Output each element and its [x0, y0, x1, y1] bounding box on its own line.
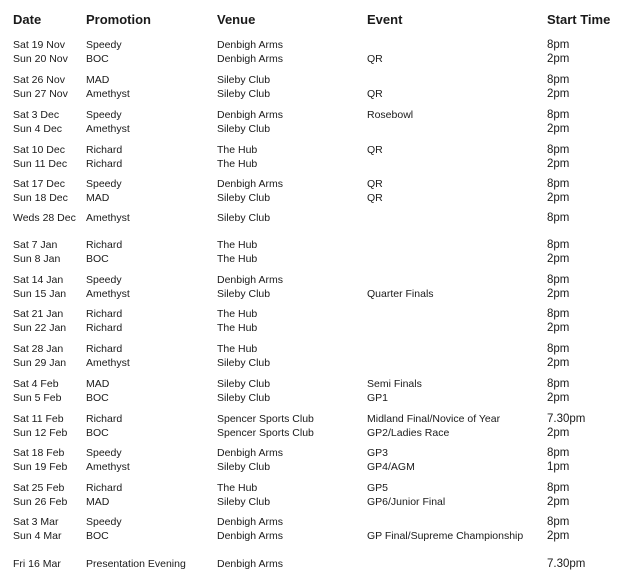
row-promotion: BOC — [86, 253, 109, 265]
row-date: Weds 28 Dec — [13, 212, 76, 224]
row-date: Sun 4 Mar — [13, 530, 62, 542]
row-start-time: 8pm — [547, 212, 570, 224]
row-event: Quarter Finals — [367, 288, 434, 300]
row-start-time: 2pm — [547, 88, 570, 100]
row-venue: Denbigh Arms — [217, 447, 283, 459]
row-venue: Sileby Club — [217, 496, 271, 508]
row-promotion: Richard — [86, 308, 123, 320]
row-promotion: Richard — [86, 239, 123, 251]
row-event: Rosebowl — [367, 109, 414, 121]
row-event: QR — [367, 53, 383, 65]
row-start-time: 8pm — [547, 308, 570, 320]
row-promotion: MAD — [86, 496, 110, 508]
row-venue: Sileby Club — [217, 212, 271, 224]
row-event: GP5 — [367, 482, 389, 494]
row-event: GP2/Ladies Race — [367, 427, 450, 439]
row-event: Semi Finals — [367, 378, 422, 390]
row-date: Sun 26 Feb — [13, 496, 68, 508]
row-promotion: Amethyst — [86, 88, 130, 100]
row-venue: Sileby Club — [217, 288, 271, 300]
row-promotion: Richard — [86, 413, 123, 425]
row-start-time: 8pm — [547, 447, 570, 459]
row-venue: Sileby Club — [217, 74, 271, 86]
row-date: Sat 10 Dec — [13, 144, 65, 156]
row-promotion: MAD — [86, 192, 110, 204]
row-date: Sat 3 Mar — [13, 516, 59, 528]
row-date: Sat 3 Dec — [13, 109, 60, 121]
row-venue: Sileby Club — [217, 192, 271, 204]
row-start-time: 2pm — [547, 158, 570, 170]
row-event: GP3 — [367, 447, 389, 459]
row-date: Sat 17 Dec — [13, 178, 65, 190]
row-event: GP4/AGM — [367, 461, 415, 473]
row-promotion: Amethyst — [86, 357, 130, 369]
row-venue: The Hub — [217, 239, 258, 251]
row-start-time: 2pm — [547, 253, 570, 265]
row-date: Sat 19 Nov — [13, 39, 65, 51]
row-event: GP Final/Supreme Championship — [367, 530, 524, 542]
row-start-time: 8pm — [547, 343, 570, 355]
row-promotion: Speedy — [86, 178, 122, 190]
row-start-time: 8pm — [547, 516, 570, 528]
row-date: Sun 18 Dec — [13, 192, 68, 204]
row-event: QR — [367, 144, 383, 156]
row-promotion: Richard — [86, 144, 123, 156]
row-date: Sat 18 Feb — [13, 447, 65, 459]
row-venue: The Hub — [217, 158, 258, 170]
row-date: Sun 11 Dec — [13, 158, 68, 170]
row-promotion: Richard — [86, 343, 123, 355]
row-date: Sat 7 Jan — [13, 239, 58, 251]
header-date: Date — [13, 12, 42, 27]
row-venue: Sileby Club — [217, 357, 271, 369]
row-promotion: BOC — [86, 53, 109, 65]
row-venue: Denbigh Arms — [217, 53, 283, 65]
row-event: Midland Final/Novice of Year — [367, 413, 501, 425]
row-start-time: 2pm — [547, 496, 570, 508]
row-event: GP6/Junior Final — [367, 496, 446, 508]
row-promotion: BOC — [86, 427, 109, 439]
row-venue: The Hub — [217, 308, 258, 320]
row-date: Sun 29 Jan — [13, 357, 67, 369]
row-date: Sat 21 Jan — [13, 308, 64, 320]
row-venue: Spencer Sports Club — [217, 427, 314, 439]
row-start-time: 8pm — [547, 239, 570, 251]
row-start-time: 2pm — [547, 392, 570, 404]
row-venue: The Hub — [217, 253, 258, 265]
row-promotion: MAD — [86, 378, 110, 390]
header-venue: Venue — [217, 12, 256, 27]
row-promotion: MAD — [86, 74, 110, 86]
row-start-time: 8pm — [547, 39, 570, 51]
row-promotion: BOC — [86, 392, 109, 404]
row-venue: Sileby Club — [217, 88, 271, 100]
row-date: Sun 8 Jan — [13, 253, 61, 265]
row-date: Sat 25 Feb — [13, 482, 65, 494]
row-venue: Denbigh Arms — [217, 558, 283, 570]
row-venue: The Hub — [217, 343, 258, 355]
header-event: Event — [367, 12, 403, 27]
header-promotion: Promotion — [86, 12, 151, 27]
row-start-time: 2pm — [547, 192, 570, 204]
row-venue: Denbigh Arms — [217, 274, 283, 286]
row-start-time: 2pm — [547, 53, 570, 65]
row-date: Sun 19 Feb — [13, 461, 68, 473]
row-event: QR — [367, 88, 383, 100]
row-date: Sat 14 Jan — [13, 274, 64, 286]
row-start-time: 1pm — [547, 461, 570, 473]
row-venue: Spencer Sports Club — [217, 413, 314, 425]
row-venue: Sileby Club — [217, 378, 271, 390]
row-promotion: Amethyst — [86, 461, 130, 473]
row-venue: The Hub — [217, 322, 258, 334]
row-promotion: Richard — [86, 322, 123, 334]
row-start-time: 2pm — [547, 427, 570, 439]
row-venue: Denbigh Arms — [217, 530, 283, 542]
row-start-time: 8pm — [547, 178, 570, 190]
row-date: Fri 16 Mar — [13, 558, 61, 570]
row-venue: The Hub — [217, 144, 258, 156]
row-venue: Denbigh Arms — [217, 39, 283, 51]
row-event: QR — [367, 178, 383, 190]
row-date: Sun 5 Feb — [13, 392, 62, 404]
row-venue: Denbigh Arms — [217, 109, 283, 121]
row-promotion: Speedy — [86, 39, 122, 51]
header-start-time: Start Time — [547, 12, 611, 27]
row-date: Sun 27 Nov — [13, 88, 68, 100]
row-venue: Denbigh Arms — [217, 178, 283, 190]
row-date: Sun 4 Dec — [13, 123, 63, 135]
row-promotion: Amethyst — [86, 123, 130, 135]
row-date: Sun 15 Jan — [13, 288, 67, 300]
row-date: Sun 20 Nov — [13, 53, 68, 65]
row-start-time: 2pm — [547, 530, 570, 542]
row-start-time: 2pm — [547, 123, 570, 135]
row-start-time: 2pm — [547, 357, 570, 369]
row-venue: Sileby Club — [217, 392, 271, 404]
row-promotion: Speedy — [86, 274, 122, 286]
row-promotion: Speedy — [86, 516, 122, 528]
row-venue: Sileby Club — [217, 461, 271, 473]
row-date: Sun 22 Jan — [13, 322, 67, 334]
row-start-time: 2pm — [547, 288, 570, 300]
row-event: QR — [367, 192, 383, 204]
row-start-time: 8pm — [547, 109, 570, 121]
row-promotion: Amethyst — [86, 212, 130, 224]
row-event: GP1 — [367, 392, 389, 404]
row-start-time: 7.30pm — [547, 413, 586, 425]
row-start-time: 8pm — [547, 144, 570, 156]
row-start-time: 7.30pm — [547, 558, 586, 570]
row-start-time: 8pm — [547, 482, 570, 494]
row-start-time: 8pm — [547, 74, 570, 86]
row-promotion: BOC — [86, 530, 109, 542]
row-date: Sat 11 Feb — [13, 413, 64, 425]
row-start-time: 8pm — [547, 274, 570, 286]
row-venue: Sileby Club — [217, 123, 271, 135]
row-venue: The Hub — [217, 482, 258, 494]
row-promotion: Richard — [86, 482, 123, 494]
row-start-time: 2pm — [547, 322, 570, 334]
row-date: Sat 4 Feb — [13, 378, 59, 390]
row-venue: Denbigh Arms — [217, 516, 283, 528]
row-promotion: Speedy — [86, 447, 122, 459]
row-promotion: Amethyst — [86, 288, 130, 300]
row-promotion: Presentation Evening — [86, 558, 186, 570]
row-start-time: 8pm — [547, 378, 570, 390]
row-date: Sun 12 Feb — [13, 427, 68, 439]
row-date: Sat 28 Jan — [13, 343, 64, 355]
row-promotion: Richard — [86, 158, 123, 170]
row-date: Sat 26 Nov — [13, 74, 65, 86]
row-promotion: Speedy — [86, 109, 122, 121]
